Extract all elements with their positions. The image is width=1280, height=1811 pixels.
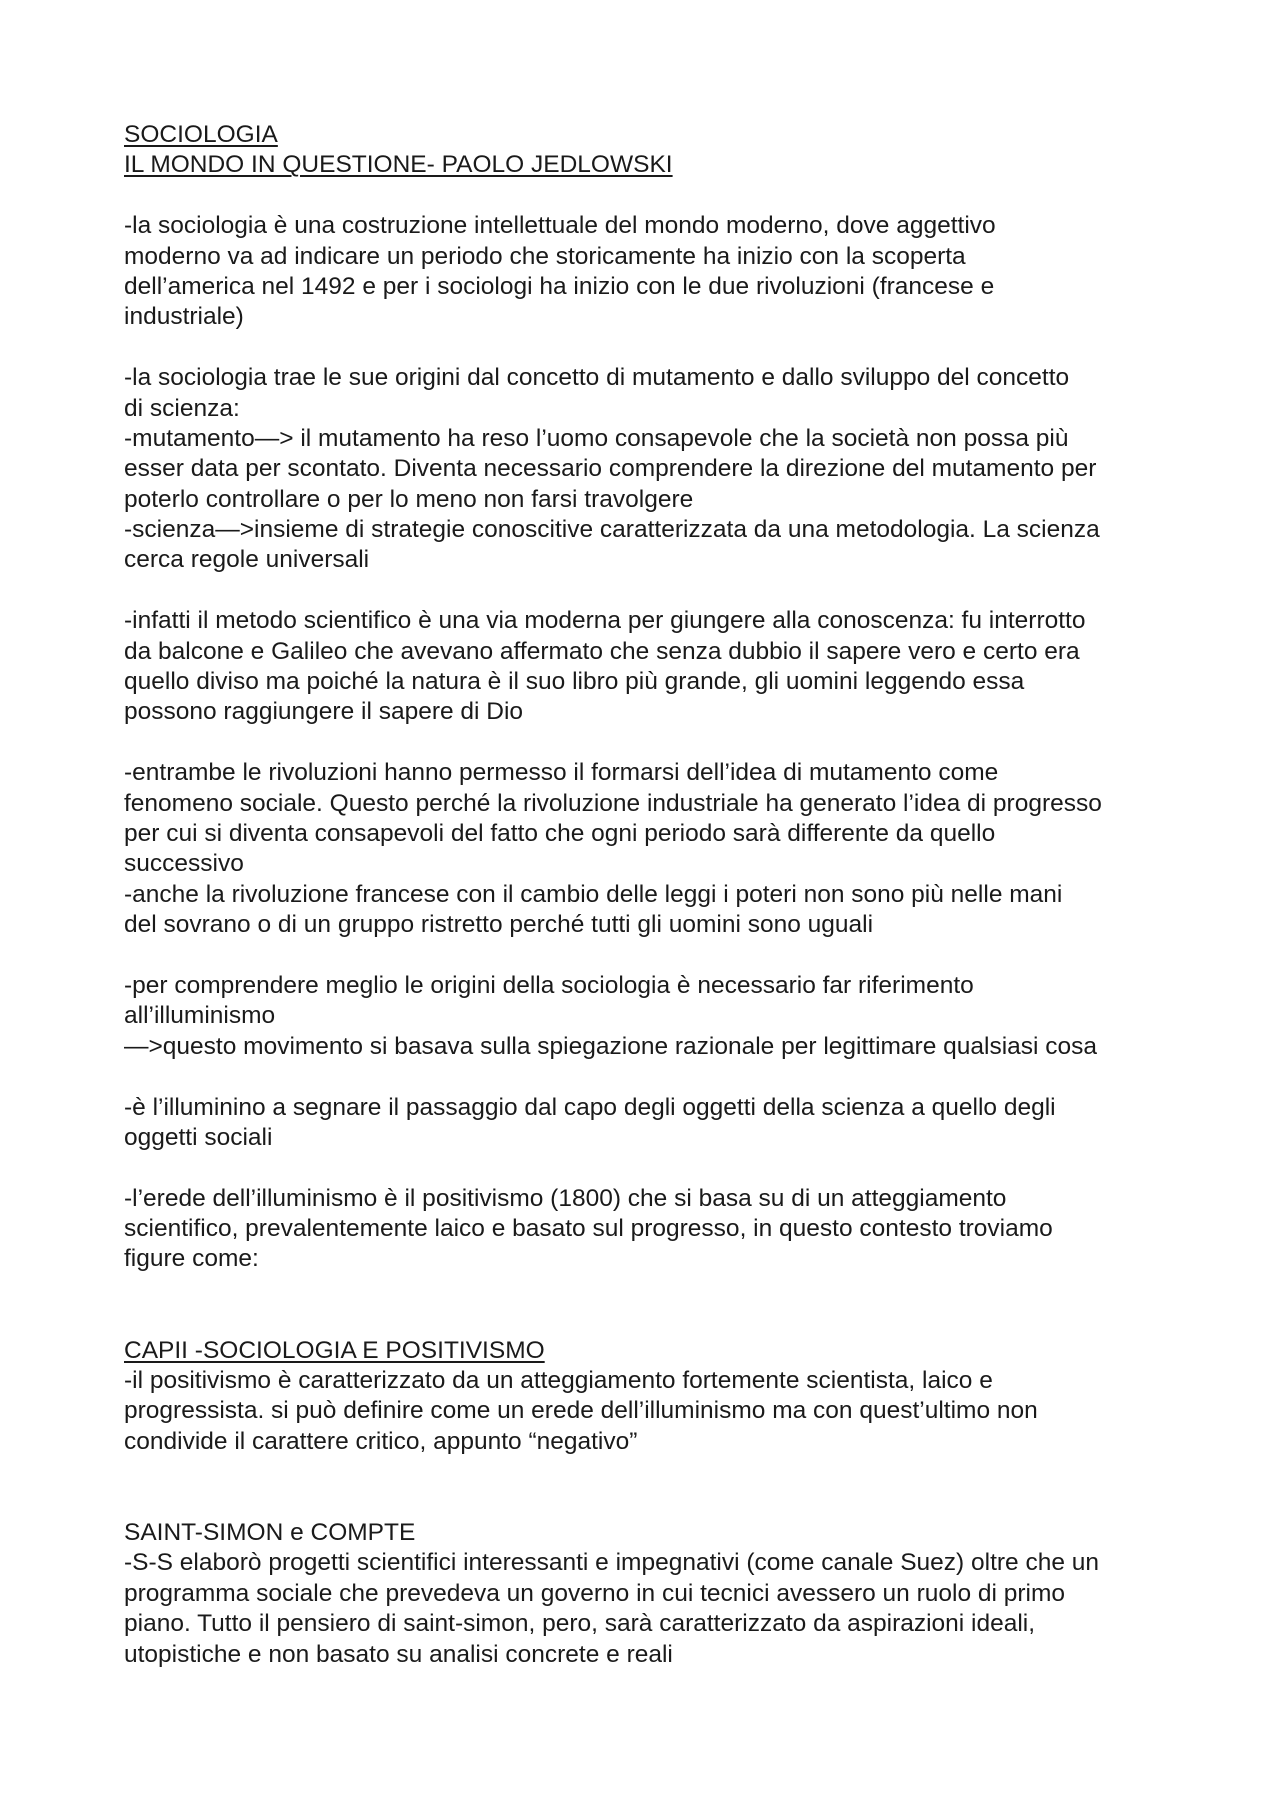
text-line: scientifico, prevalentemente laico e basato sul progresso, in questo contesto troviamo (124, 1215, 1053, 1243)
text-line: -la sociologia trae le sue origini dal concetto di mutamento e dallo sviluppo del concetto (124, 364, 1070, 392)
text-line: di scienza: (124, 394, 240, 422)
paragraph (124, 1184, 1184, 1275)
paragraph (124, 1093, 1184, 1154)
text-line: utopistiche e non basato su analisi concrete e reali (124, 1640, 673, 1668)
text-line: moderno va ad indicare un periodo che storicamente ha inizio con la scoperta (124, 242, 966, 270)
text-line: all’illuminismo (124, 1002, 276, 1030)
text-line: industriale) (124, 303, 244, 331)
text-line: -per comprendere meglio le origini della sociologia è necessario far riferimento (124, 971, 974, 999)
text-line: -è l’illuminino a segnare il passaggio dal capo degli oggetti della scienza a quello degli (124, 1093, 1056, 1121)
text-line: -mutamento—> il mutamento ha reso l’uomo consapevole che la società non possa più (124, 424, 1069, 452)
document-body (124, 120, 1184, 1670)
chapter-section (124, 1336, 1184, 1458)
text-line: -il positivismo è caratterizzato da un atteggiamento fortemente scientista, laico e (124, 1367, 993, 1395)
document-subtitle: IL MONDO IN QUESTIONE- PAOLO JEDLOWSKI (124, 151, 673, 179)
text-line: possono raggiungere il sapere di Dio (124, 698, 524, 726)
text-line: cerca regole universali (124, 546, 370, 574)
text-line: -S-S elaborò progetti scientifici interessanti e impegnativi (come canale Suez) oltre che un (124, 1549, 1100, 1577)
text-line: quello diviso ma poiché la natura è il suo libro più grande, gli uomini leggendo essa (124, 668, 1025, 696)
chapter-heading: CAPII -SOCIOLOGIA E POSITIVISMO (124, 1336, 545, 1364)
paragraph (124, 211, 1184, 333)
section (124, 1518, 1184, 1670)
paragraph (124, 758, 1184, 940)
paragraph (124, 363, 1184, 576)
paragraph (124, 606, 1184, 728)
text-line: per cui si diventa consapevoli del fatto che ogni periodo sarà differente da quello (124, 819, 996, 847)
text-line: dell’america nel 1492 e per i sociologi ha inizio con le due rivoluzioni (francese e (124, 272, 995, 300)
text-line: progressista. si può definire come un erede dell’illuminismo ma con quest’ultimo non (124, 1397, 1038, 1425)
text-line: -infatti il metodo scientifico è una via moderna per giungere alla conoscenza: fu interrotto (124, 607, 1086, 635)
text-line: programma sociale che prevedeva un governo in cui tecnici avessero un ruolo di primo (124, 1579, 1066, 1607)
text-line: condivide il carattere critico, appunto “negativo” (124, 1427, 638, 1455)
text-line: piano. Tutto il pensiero di saint-simon, pero, sarà caratterizzato da aspirazioni ideali, (124, 1610, 1036, 1638)
text-line: da balcone e Galileo che avevano affermato che senza dubbio il sapere vero e certo era (124, 637, 1080, 665)
text-line: del sovrano o di un gruppo ristretto perché tutti gli uomini sono uguali (124, 911, 874, 939)
text-line: esser data per scontato. Diventa necessario comprendere la direzione del mutamento per (124, 455, 1097, 483)
paragraph (124, 971, 1184, 1062)
text-line: -l’erede dell’illuminismo è il positivismo (1800) che si basa su di un atteggiamento (124, 1184, 1007, 1212)
text-line: poterlo controllare o per lo meno non farsi travolgere (124, 485, 694, 513)
section-heading: SAINT-SIMON e COMPTE (124, 1519, 416, 1546)
text-line: -entrambe le rivoluzioni hanno permesso il formarsi dell’idea di mutamento come (124, 759, 999, 787)
text-line: —>questo movimento si basava sulla spiegazione razionale per legittimare qualsiasi cosa (124, 1032, 1098, 1060)
document-title: SOCIOLOGIA (124, 121, 278, 148)
text-line: fenomeno sociale. Questo perché la rivoluzione industriale ha generato l’idea di progresso (124, 789, 1102, 817)
text-line: -anche la rivoluzione francese con il cambio delle leggi i poteri non sono più nelle mani (124, 880, 1063, 908)
text-line: successivo (124, 850, 244, 878)
text-line: figure come: (124, 1245, 259, 1273)
text-line: -la sociologia è una costruzione intellettuale del mondo moderno, dove aggettivo (124, 212, 996, 240)
text-line: oggetti sociali (124, 1123, 273, 1151)
text-line: -scienza—>insieme di strategie conoscitive caratterizzata da una metodologia. La scienza (124, 516, 1100, 544)
